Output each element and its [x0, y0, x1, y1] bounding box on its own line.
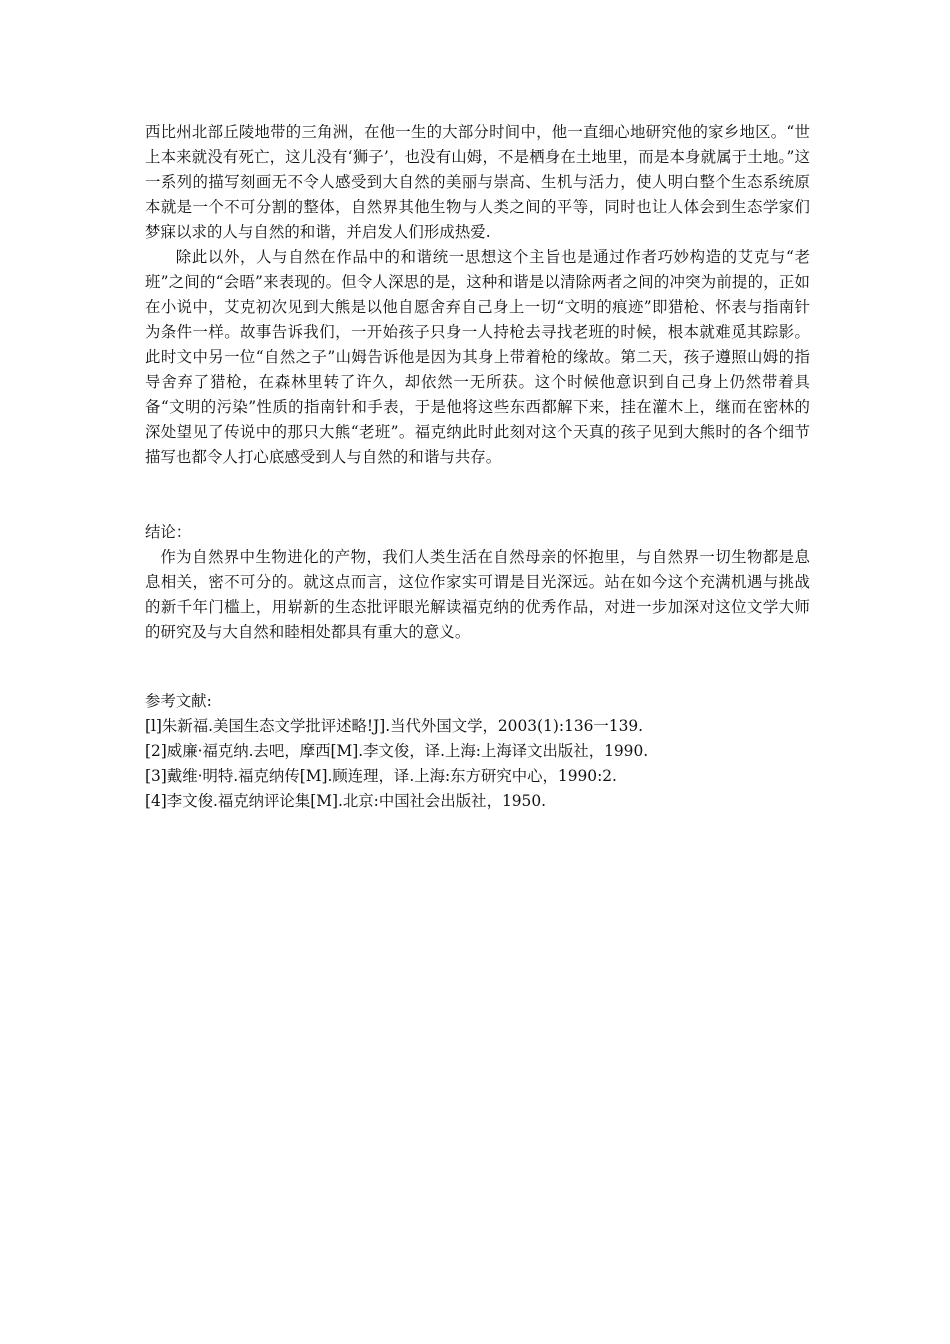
references-heading: 参考文献:: [145, 692, 212, 710]
reference-item: [3]戴维·明特.福克纳传[M].顾连理，译.上海:东方研究中心，1990:2.: [145, 767, 617, 785]
reference-item: [l]朱新福.美国生态文学批评述略!J].当代外国文学，2003(1):136一139.: [145, 717, 644, 735]
section-spacer: [145, 470, 810, 520]
reference-item: [4]李文俊.福克纳评论集[M].北京:中国社会出版社，1950.: [145, 792, 547, 810]
reference-list: [145, 714, 810, 814]
body-paragraph-2: 除此以外，人与自然在作品中的和谐统一思想这个主旨也是通过作者巧妙构造的艾克与“老班”之间的“会晤”来表现的。但令人深思的是，这种和谐是以清除两者之间的冲突为前提的，正如在小说中，艾克初次见到大熊是以他自愿舍弃自己身上一切“文明的痕迹”即猎枪、怀表与指南针为条件一样。故事告诉我们，一开始孩子只身一人持枪去寻找老班的时候，根本就难觅其踪影。此时文中另一位“自然之子”山姆告诉他是因为其身上带着枪的缘故。第二天，孩子遵照山姆的指导舍弃了猎枪，在森林里转了许久，却依然一无所获。这个时候他意识到自己身上仍然带着具备“文明的污染”性质的指南针和手表，于是他将这些东西都解下来，挂在灌木上，继而在密林的深处望见了传说中的那只大熊“老班”。福克纳此时此刻对这个天真的孩子见到大熊时的各个细节描写也都令人打心底感受到人与自然的和谐与共存。: [145, 248, 810, 466]
body-paragraph-1: 西比州北部丘陵地带的三角洲，在他一生的大部分时间中，他一直细心地研究他的家乡地区。“世上本来就没有死亡，这儿没有‘狮子’，也没有山姆，不是栖身在土地里，而是本身就属于土地。”这一系列的描写刻画无不令人感受到大自然的美丽与崇高、生机与活力，使人明白整个生态系统原本就是一个不可分割的整体，自然界其他生物与人类之间的平等，同时也让人体会到生态学家们梦寐以求的人与自然的和谐，并启发人们形成热爱.: [145, 123, 810, 241]
conclusion-paragraph: 作为自然界中生物进化的产物，我们人类生活在自然母亲的怀抱里，与自然界一切生物都是息息相关，密不可分的。就这点而言，这位作家实可谓是目光深远。站在如今这个充满机遇与挑战的新千年门槛上，用崭新的生态批评眼光解读福克纳的优秀作品，对进一步加深对这位文学大师的研究及与大自然和睦相处都具有重大的意义。: [145, 548, 810, 641]
section-spacer: [145, 645, 810, 689]
reference-item: [2]威廉·福克纳.去吧，摩西[M].李文俊，译.上海:上海译文出版社，1990.: [145, 742, 649, 760]
document-page: [145, 120, 810, 814]
conclusion-heading: 结论：: [145, 523, 192, 541]
